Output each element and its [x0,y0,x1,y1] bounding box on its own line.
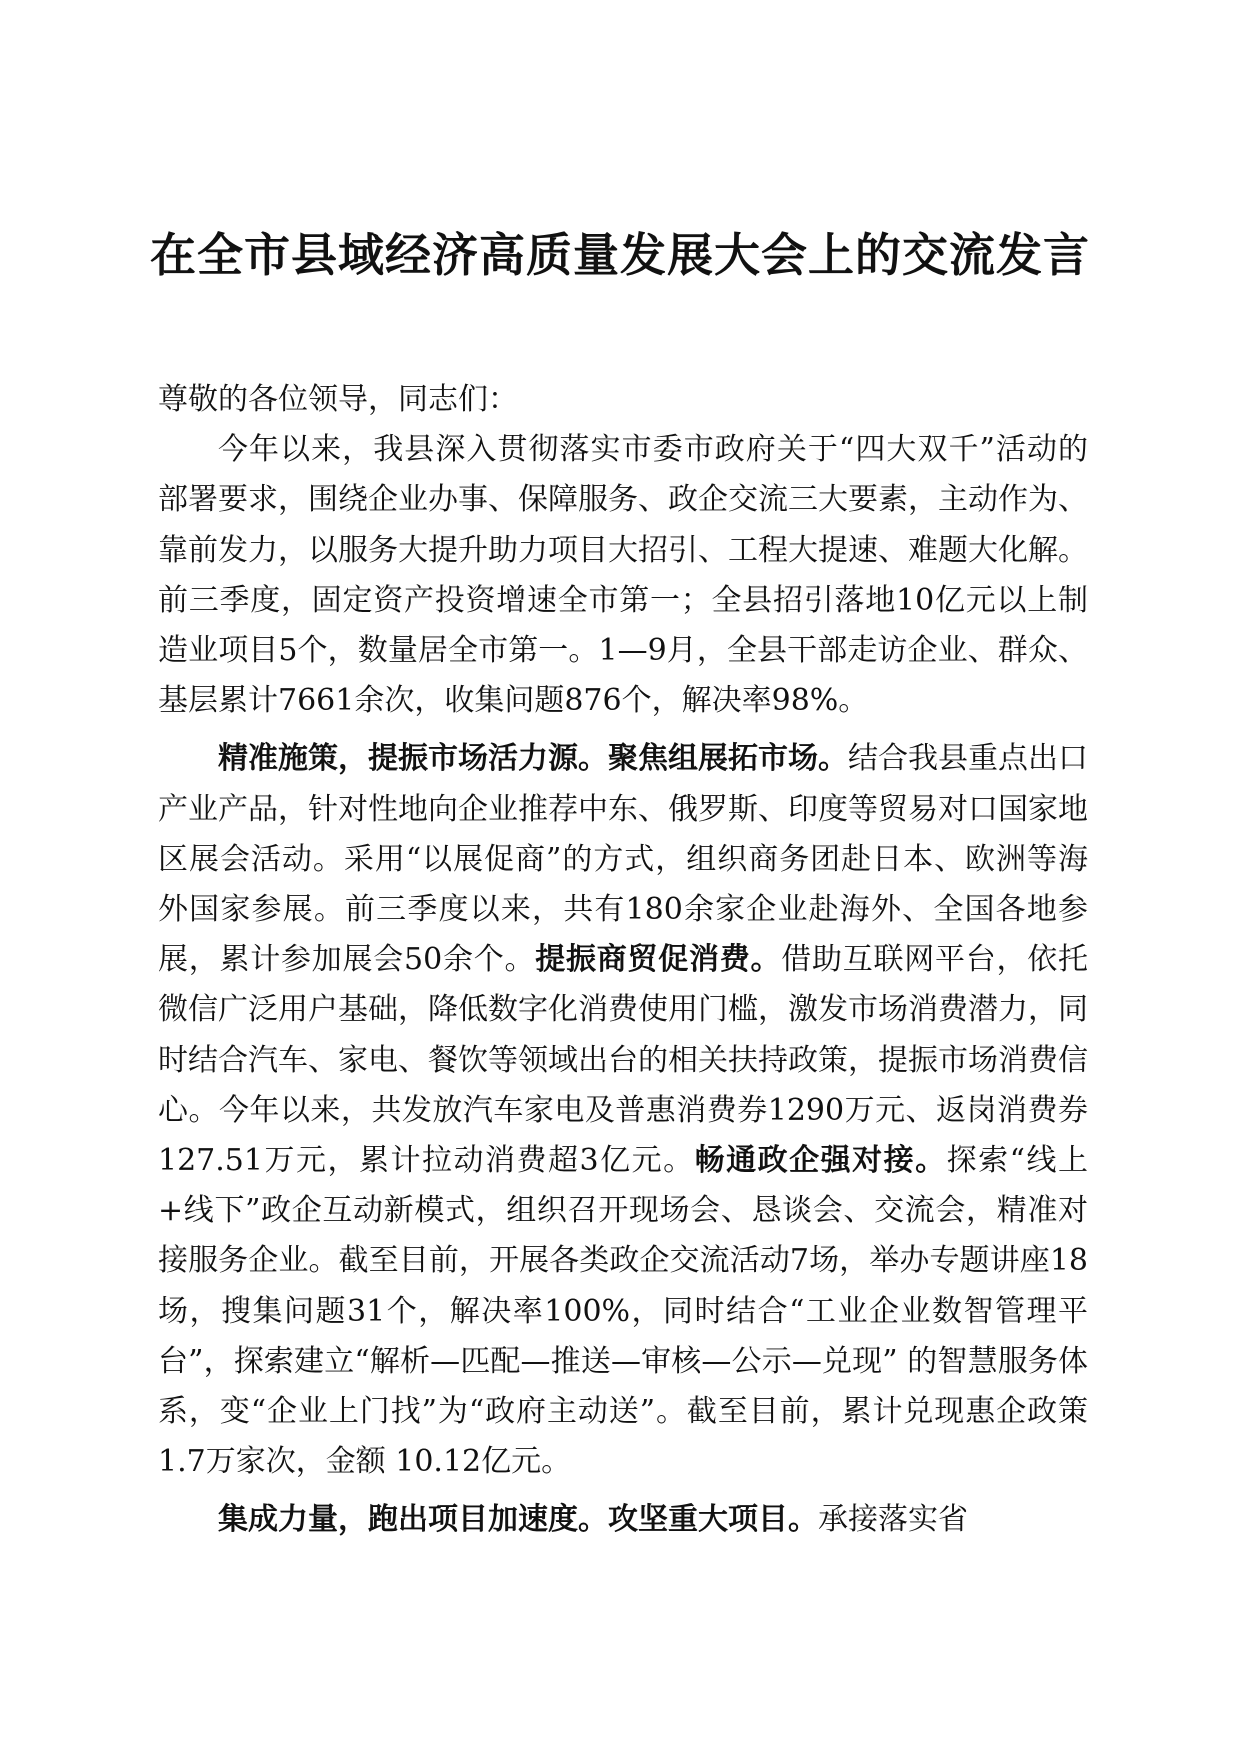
section-1-paragraph [158,734,1088,1487]
intro-paragraph: 今年以来，我县深入贯彻落实市委市政府关于“四大双千”活动的部署要求，围绕企业办事、保障服务、政企交流三大要素，主动作为、靠前发力，以服务大提升助力项目大招引、工程大提速、难题大化解。前三季度，固定资产投资增速全市第一；全县招引落地10亿元以上制造业项目5个，数量居全市第一。1—9月，全县干部走访企业、群众、基层累计7661余次，收集问题876个，解决率98%。 [158,432,1088,719]
section-1-heading: 精准施策，提振市场活力源。 [218,741,608,777]
section-1-sub-2-text: 借助互联网平台，依托微信广泛用户基础，降低数字化消费使用门槛，激发市场消费潜力，同时结合汽车、家电、餐饮等领域出台的相关扶持政策，提振市场消费信心。今年以来，共发放汽车家电及普惠消费券1290万元、返岗消费券127.51万元，累计拉动消费超3亿元。 [158,942,1089,1179]
section-1-sub-1-heading: 聚焦组展拓市场。 [608,741,848,777]
section-1-sub-3-text: 探索“线上+线下”政企互动新模式，组织召开现场会、恳谈会、交流会，精准对接服务企业。截至目前，开展各类政企交流活动7场，举办专题讲座18场，搜集问题31个，解决率100%，同时结合“工业企业数智管理平台”，探索建立“解析—匹配—推送—审核—公示—兑现” 的智慧服务体系，变“企业上门找”为“政府主动送”。截至目前，累计兑现惠企政策 1.7万家次，金额 10.12亿元。 [158,1143,1088,1480]
section-1-sub-3-heading: 畅通政企强对接。 [694,1143,947,1179]
section-1-sub-2-heading: 提振商贸促消费。 [535,942,782,978]
section-2-heading: 集成力量，跑出项目加速度。 [218,1502,608,1538]
salutation: 尊敬的各位领导，同志们： [158,382,518,417]
page-title: 在全市县域经济高质量发展大会上的交流发言 [150,228,1090,282]
section-2-sub-1-text: 承接落实省 [818,1502,968,1538]
section-2-sub-1-heading: 攻坚重大项目。 [608,1502,818,1538]
section-1-sub-1-text: 结合我县重点出口产业产品，针对性地向企业推荐中东、俄罗斯、印度等贸易对口国家地区展会活动。采用“以展促商”的方式，组织商务团赴日本、欧洲等海外国家参展。前三季度以来，共有180余家企业赴海外、全国各地参展，累计参加展会50余个。 [158,741,1088,978]
document-body [158,375,1088,1546]
section-2-paragraph [158,1495,1088,1545]
